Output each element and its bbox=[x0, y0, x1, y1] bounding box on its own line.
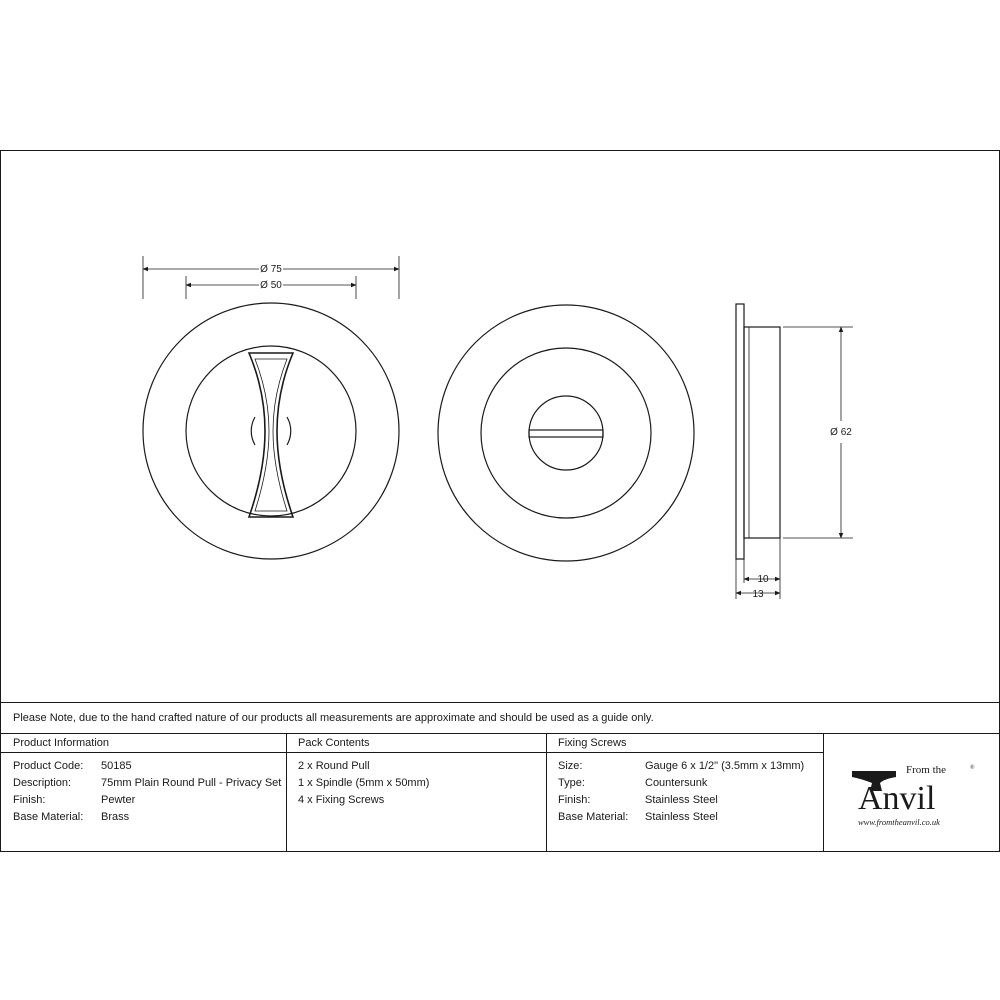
side-view bbox=[736, 304, 780, 559]
logo-from-the: From the bbox=[906, 764, 947, 776]
info-table bbox=[1, 733, 999, 851]
release-disc bbox=[529, 396, 603, 470]
description-row: Description: 75mm Plain Round Pull - Privacy Set bbox=[13, 777, 282, 789]
product-code-row: Product Code: 50185 bbox=[13, 760, 132, 772]
product-information-heading: Product Information bbox=[1, 733, 286, 753]
logo-brand: Anvil bbox=[858, 780, 936, 817]
front-view-turn bbox=[143, 303, 399, 559]
pack-item: 2 x Round Pull bbox=[298, 760, 370, 772]
dim-label-outer-diameter: Ø 75 bbox=[260, 264, 282, 275]
turn-knob-face bbox=[255, 359, 287, 511]
dim-label-depth-total: 13 bbox=[752, 589, 764, 600]
fixing-screws-heading: Fixing Screws bbox=[546, 733, 823, 753]
outer-rose-circle bbox=[143, 303, 399, 559]
note-text: Please Note, due to the hand crafted nature of our products all measurements are approximate and should be used as a guide only. bbox=[13, 712, 654, 724]
dimension-lines-front bbox=[143, 256, 399, 299]
dim-label-height: Ø 62 bbox=[830, 427, 852, 438]
turn-knob-body bbox=[249, 353, 293, 517]
technical-drawing-sheet bbox=[0, 150, 1000, 852]
back-view-release bbox=[438, 305, 694, 561]
screw-type-row: Type: Countersunk bbox=[558, 777, 708, 789]
release-slot bbox=[529, 430, 603, 437]
dim-label-inner-diameter: Ø 50 bbox=[260, 280, 282, 291]
base-material-row: Base Material: Brass bbox=[13, 811, 130, 823]
pack-contents-column bbox=[286, 733, 547, 851]
screw-size-row: Size: Gauge 6 x 1/2" (3.5mm x 13mm) bbox=[558, 760, 805, 772]
back-inner-cup-circle bbox=[481, 348, 651, 518]
measurement-note bbox=[1, 702, 999, 734]
logo-url: www.fromtheanvil.co.uk bbox=[858, 817, 940, 827]
pack-item: 4 x Fixing Screws bbox=[298, 794, 385, 806]
dim-label-depth-inner: 10 bbox=[757, 574, 769, 585]
drawing-area bbox=[1, 151, 999, 702]
screw-finish-row: Finish: Stainless Steel bbox=[558, 794, 718, 806]
product-information-column bbox=[1, 733, 287, 851]
side-cup-body bbox=[744, 327, 780, 538]
logo-registered-mark: ® bbox=[970, 765, 975, 771]
pack-contents-heading: Pack Contents bbox=[286, 733, 546, 753]
back-outer-rose-circle bbox=[438, 305, 694, 561]
from-the-anvil-logo bbox=[824, 733, 999, 851]
screw-base-material-row: Base Material: Stainless Steel bbox=[558, 811, 718, 823]
finish-row: Finish: Pewter bbox=[13, 794, 136, 806]
pack-item: 1 x Spindle (5mm x 50mm) bbox=[298, 777, 430, 789]
side-rose-flange bbox=[736, 304, 744, 559]
dimension-lines-side bbox=[736, 327, 853, 599]
inner-cup-circle bbox=[186, 346, 356, 516]
fixing-screws-column bbox=[546, 733, 824, 851]
spindle-boss bbox=[251, 417, 291, 445]
anvil-logo-graphic bbox=[824, 733, 999, 851]
